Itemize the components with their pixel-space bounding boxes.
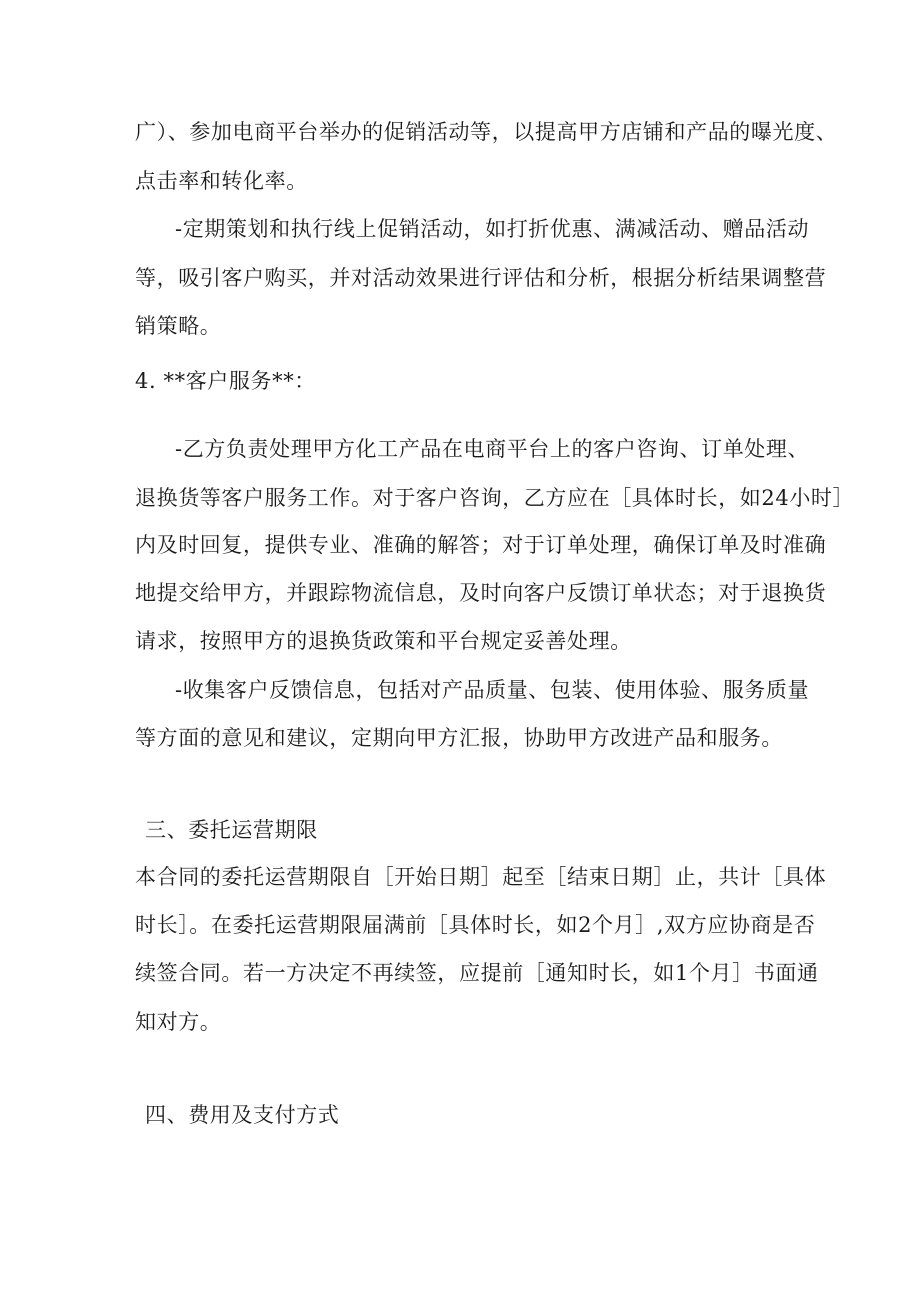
item-heading: 4. **客户服务**： — [135, 369, 316, 393]
body-line: 请求，按照甲方的退换货政策和平台规定妥善处理。 — [135, 629, 632, 653]
body-line: 地提交给甲方，并跟踪物流信息，及时向客户反馈订单状态；对于退换货 — [135, 581, 827, 605]
body-line: 退换货等客户服务工作。对于客户咨询，乙方应在［具体时长，如24小时］ — [135, 486, 855, 510]
body-line: 等，吸引客户购买，并对活动效果进行评估和分析，根据分析结果调整营 — [135, 266, 827, 290]
body-line: 续签合同。若一方决定不再续签，应提前［通知时长，如1个月］书面通 — [135, 961, 819, 985]
body-line: 等方面的意见和建议，定期向甲方汇报，协助甲方改进产品和服务。 — [135, 726, 783, 750]
body-line: 广）、参加电商平台举办的促销活动等，以提高甲方店铺和产品的曝光度、 — [135, 120, 838, 144]
body-line: -收集客户反馈信息，包括对产品质量、包装、使用体验、服务质量 — [175, 678, 810, 702]
body-line: 时长］。在委托运营期限届满前［具体时长，如2个月］,双方应协商是否 — [135, 913, 816, 937]
body-line: -定期策划和执行线上促销活动，如打折优惠、满减活动、赠品活动 — [175, 217, 810, 241]
body-line: 本合同的委托运营期限自［开始日期］起至［结束日期］止，共计［具体 — [135, 865, 827, 889]
body-line: 知对方。 — [135, 1010, 222, 1034]
section-heading: 三、委托运营期限 — [145, 818, 318, 842]
body-line: 内及时回复，提供专业、准确的解答；对于订单处理，确保订单及时准确 — [135, 533, 827, 557]
body-line: -乙方负责处理甲方化工产品在电商平台上的客户咨询、订单处理、 — [175, 437, 810, 461]
body-line: 点击率和转化率。 — [135, 169, 308, 193]
body-line: 销策略。 — [135, 314, 222, 338]
section-heading: 四、费用及支付方式 — [145, 1103, 340, 1127]
